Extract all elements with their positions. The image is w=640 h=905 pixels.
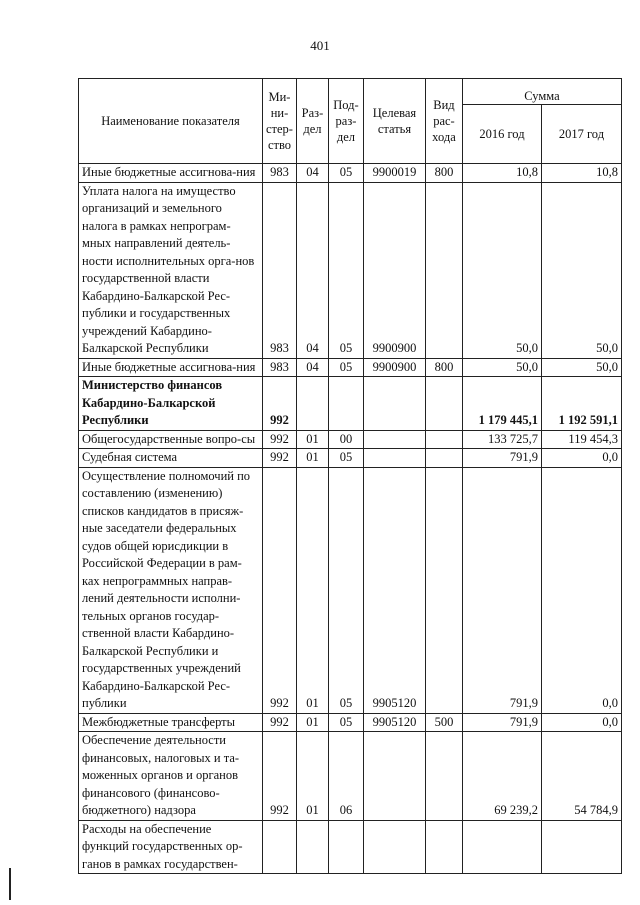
expense-type: 800 xyxy=(425,358,462,377)
ministry-code: 992 xyxy=(263,430,297,449)
header-subsection: Под-раз-дел xyxy=(328,79,363,164)
section-code: 04 xyxy=(296,182,328,358)
header-year-2016: 2016 год xyxy=(462,105,541,164)
table-row xyxy=(79,377,622,431)
ministry-code: 992 xyxy=(263,713,297,732)
expense-type xyxy=(425,430,462,449)
section-code xyxy=(296,377,328,431)
expense-type xyxy=(425,182,462,358)
row-name: Судебная система xyxy=(79,449,263,468)
section-code: 04 xyxy=(296,164,328,183)
header-expense-type: Вид рас-хода xyxy=(425,79,462,164)
margin-mark xyxy=(9,868,11,900)
subsection-code: 05 xyxy=(328,449,363,468)
amount-2017: 1 192 591,1 xyxy=(541,377,621,431)
expense-type xyxy=(425,449,462,468)
subsection-code: 05 xyxy=(328,467,363,713)
amount-2016: 69 239,2 xyxy=(462,732,541,821)
target-article xyxy=(363,820,425,874)
section-code: 01 xyxy=(296,449,328,468)
header-section: Раз-дел xyxy=(296,79,328,164)
budget-table xyxy=(78,78,622,874)
row-name: Межбюджетные трансферты xyxy=(79,713,263,732)
amount-2016: 791,9 xyxy=(462,449,541,468)
header-ministry: Ми-ни-стер-ство xyxy=(263,79,297,164)
subsection-code: 06 xyxy=(328,732,363,821)
target-article: 9900019 xyxy=(363,164,425,183)
ministry-code: 992 xyxy=(263,467,297,713)
section-code: 04 xyxy=(296,358,328,377)
table-row xyxy=(79,449,622,468)
table-row xyxy=(79,820,622,874)
header-year-2017: 2017 год xyxy=(541,105,621,164)
subsection-code: 05 xyxy=(328,713,363,732)
amount-2017: 0,0 xyxy=(541,467,621,713)
table-row xyxy=(79,467,622,713)
amount-2017: 0,0 xyxy=(541,449,621,468)
ministry-code: 992 xyxy=(263,732,297,821)
expense-type: 500 xyxy=(425,713,462,732)
target-article: 9900900 xyxy=(363,358,425,377)
target-article xyxy=(363,430,425,449)
page-number: 401 xyxy=(310,38,330,53)
table-row xyxy=(79,358,622,377)
row-name: Осуществление полномочий по составлению (изменению) списков кандидатов в присяж-ные заседатели федеральных судов общей юрисдикции в Российской Федерации в рам-ках непрограммных направ-лений деятельности исполни-тельных органов государ-ственной власти Кабардино-Балкарской Республики и государственных учреждений Кабардино-Балкарской Рес-публики xyxy=(79,467,263,713)
ministry-code: 992 xyxy=(263,449,297,468)
row-name: Иные бюджетные ассигнова-ния xyxy=(79,358,263,377)
expense-type xyxy=(425,377,462,431)
row-name: Общегосударственные вопро-сы xyxy=(79,430,263,449)
section-code: 01 xyxy=(296,732,328,821)
amount-2016: 791,9 xyxy=(462,713,541,732)
amount-2017: 119 454,3 xyxy=(541,430,621,449)
section-code xyxy=(296,820,328,874)
header-target: Целевая статья xyxy=(363,79,425,164)
target-article: 9905120 xyxy=(363,467,425,713)
section-code: 01 xyxy=(296,467,328,713)
amount-2016: 50,0 xyxy=(462,358,541,377)
ministry-code xyxy=(263,820,297,874)
row-name: Расходы на обеспечение функций государственных ор-ганов в рамках государствен- xyxy=(79,820,263,874)
amount-2017: 10,8 xyxy=(541,164,621,183)
table-row xyxy=(79,164,622,183)
row-name: Обеспечение деятельности финансовых, налоговых и та-моженных органов и органов финансового (финансово-бюджетного) надзора xyxy=(79,732,263,821)
table-row xyxy=(79,182,622,358)
row-name: Иные бюджетные ассигнова-ния xyxy=(79,164,263,183)
ministry-code: 983 xyxy=(263,358,297,377)
header-sum: Сумма xyxy=(462,79,621,105)
table-row xyxy=(79,713,622,732)
target-article xyxy=(363,449,425,468)
amount-2016: 791,9 xyxy=(462,467,541,713)
section-code: 01 xyxy=(296,430,328,449)
subsection-code: 05 xyxy=(328,358,363,377)
target-article xyxy=(363,732,425,821)
ministry-code: 983 xyxy=(263,182,297,358)
amount-2016: 50,0 xyxy=(462,182,541,358)
amount-2017: 0,0 xyxy=(541,713,621,732)
ministry-code: 983 xyxy=(263,164,297,183)
amount-2017 xyxy=(541,820,621,874)
expense-type xyxy=(425,467,462,713)
expense-type xyxy=(425,732,462,821)
amount-2016: 10,8 xyxy=(462,164,541,183)
row-name: Министерство финансов Кабардино-Балкарской Республики xyxy=(79,377,263,431)
table-row xyxy=(79,430,622,449)
header-name: Наименование показателя xyxy=(79,79,263,164)
subsection-code: 05 xyxy=(328,182,363,358)
amount-2016 xyxy=(462,820,541,874)
amount-2016: 1 179 445,1 xyxy=(462,377,541,431)
expense-type xyxy=(425,820,462,874)
target-article xyxy=(363,377,425,431)
amount-2017: 50,0 xyxy=(541,358,621,377)
target-article: 9900900 xyxy=(363,182,425,358)
amount-2017: 50,0 xyxy=(541,182,621,358)
table-row xyxy=(79,732,622,821)
subsection-code: 05 xyxy=(328,164,363,183)
subsection-code xyxy=(328,820,363,874)
row-name: Уплата налога на имущество организаций и земельного налога в рамках непрограм-мных направлений деятель-ности исполнительных орга-нов государственной власти Кабардино-Балкарской Рес-публики и государственных учреждений Кабардино-Балкарской Республики xyxy=(79,182,263,358)
subsection-code: 00 xyxy=(328,430,363,449)
ministry-code: 992 xyxy=(263,377,297,431)
subsection-code xyxy=(328,377,363,431)
section-code: 01 xyxy=(296,713,328,732)
target-article: 9905120 xyxy=(363,713,425,732)
amount-2016: 133 725,7 xyxy=(462,430,541,449)
amount-2017: 54 784,9 xyxy=(541,732,621,821)
expense-type: 800 xyxy=(425,164,462,183)
